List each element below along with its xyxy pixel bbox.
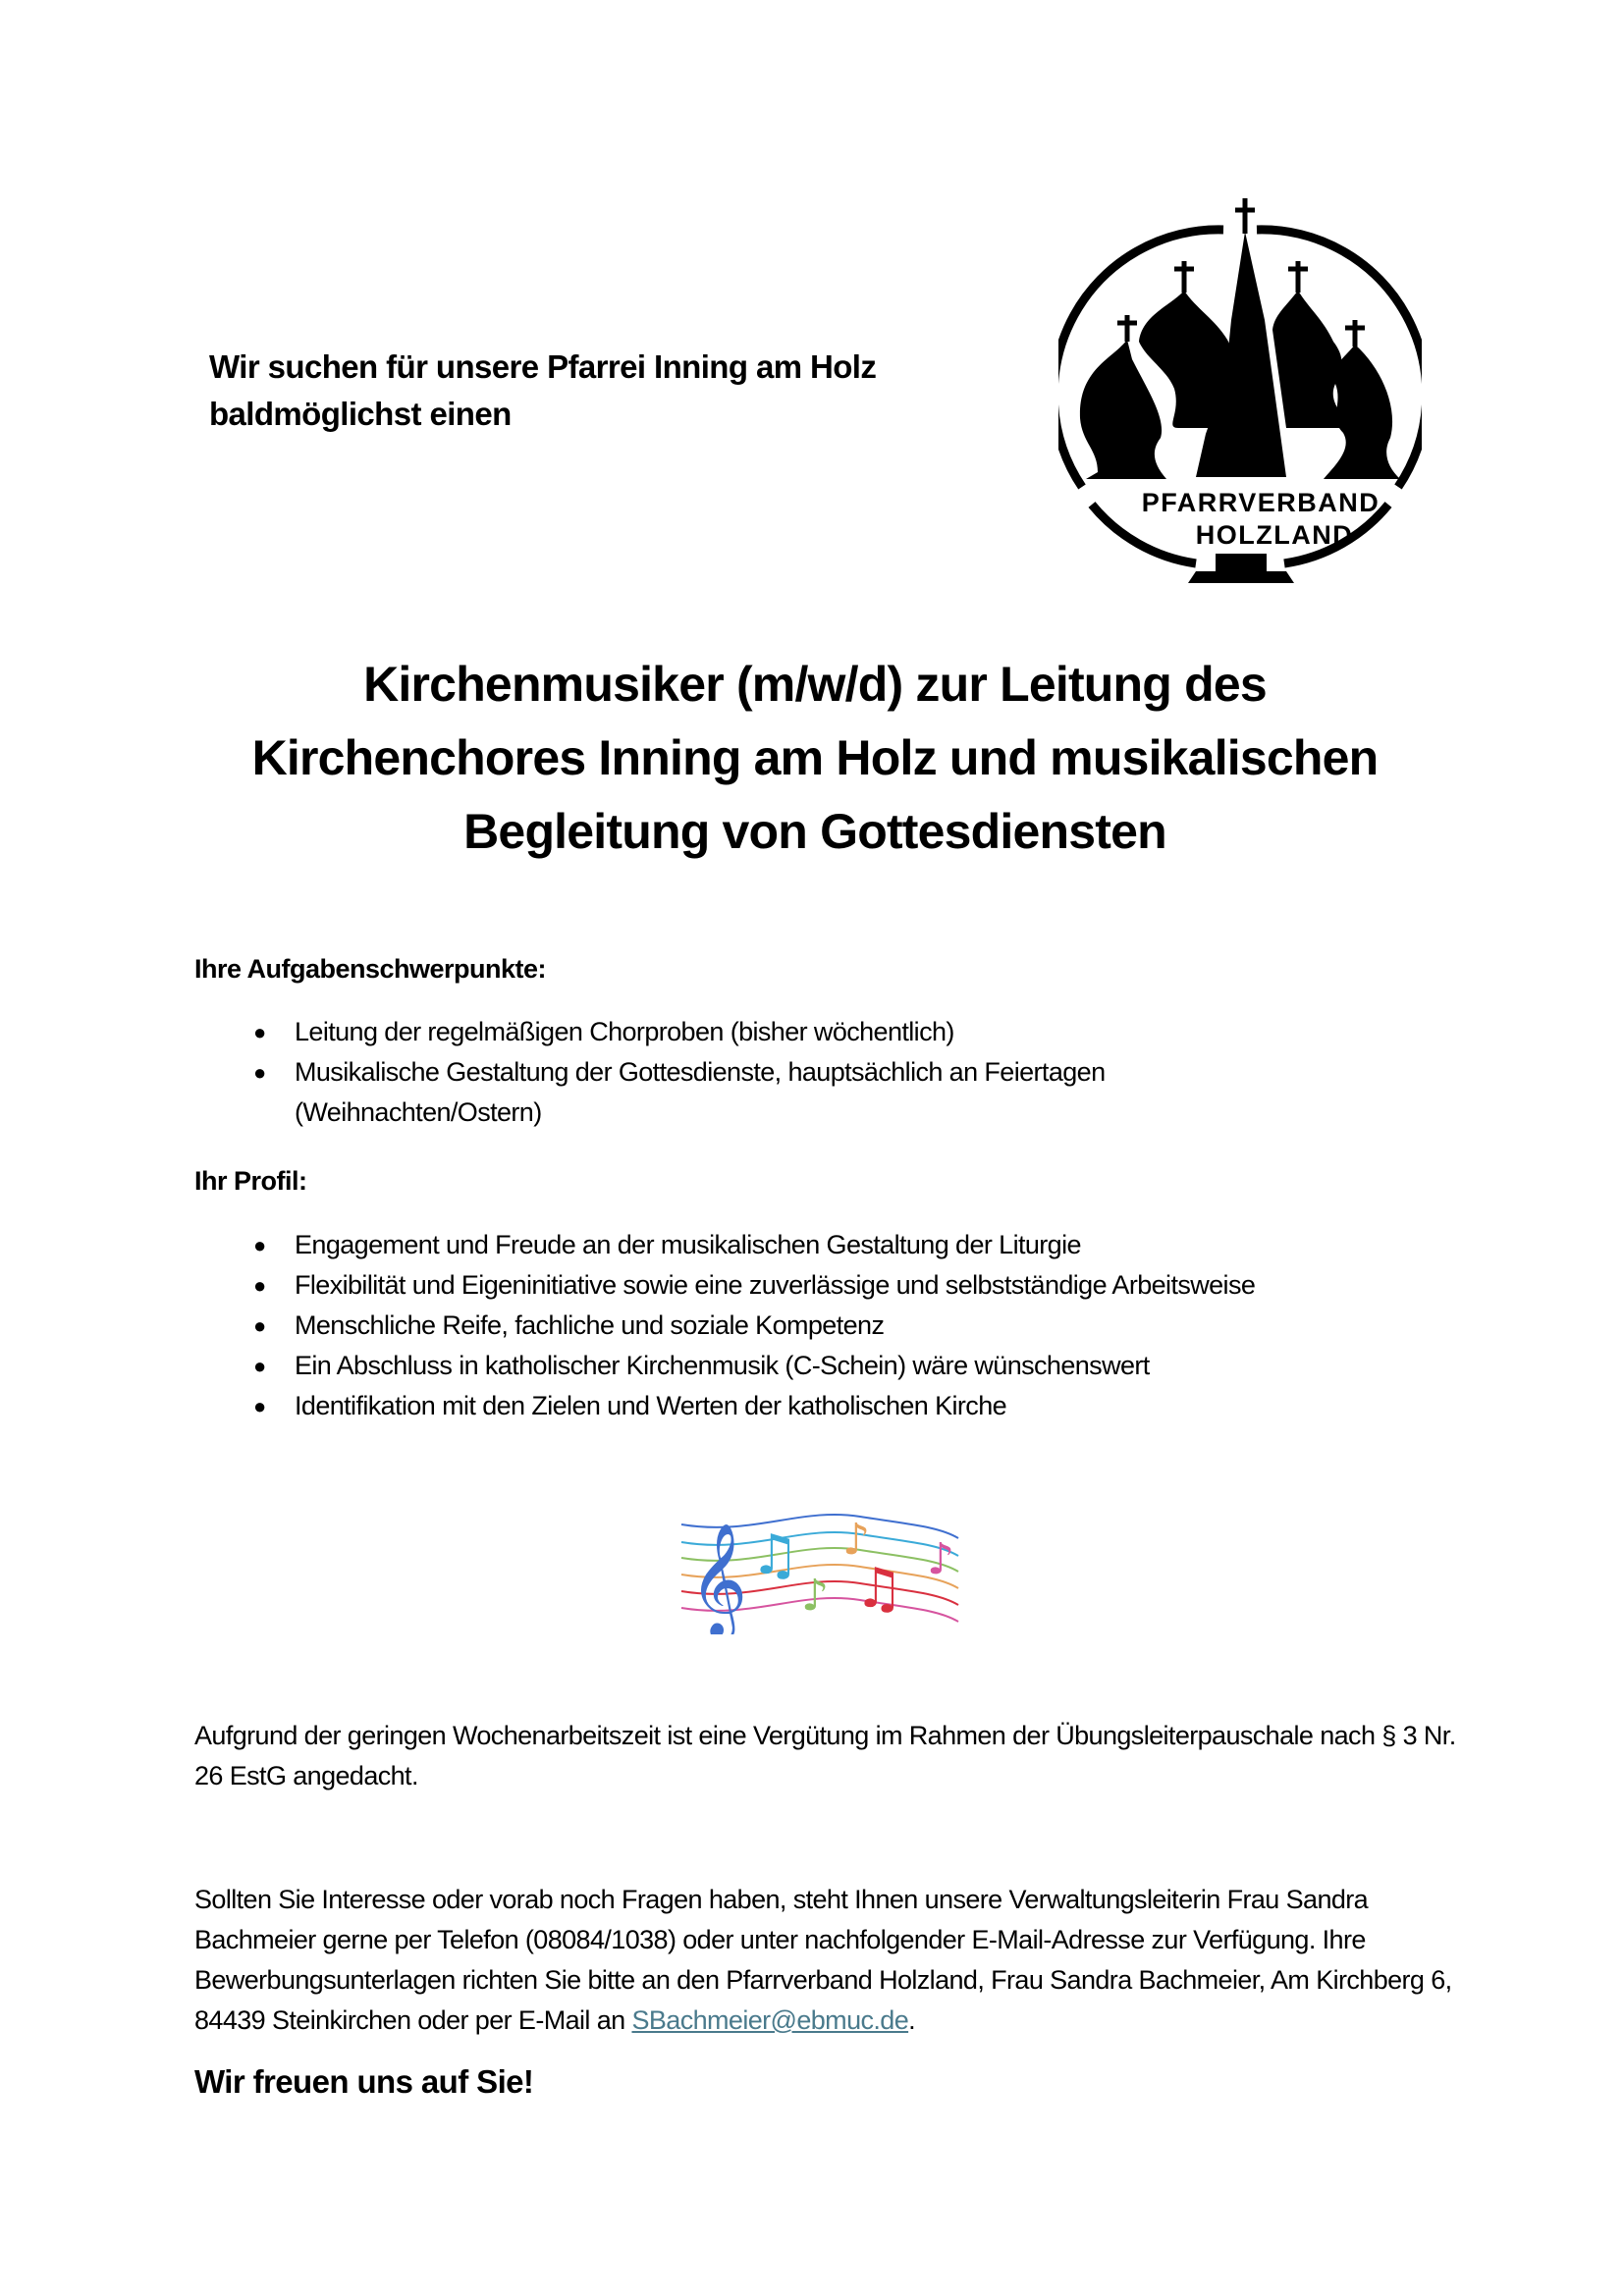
bullet-icon: ● xyxy=(253,1313,266,1338)
list-item: ● Flexibilität und Eigeninitiative sowie eine zuverlässige und selbstständige Arbeitsweise xyxy=(194,1265,1471,1306)
pfarrverband-logo xyxy=(1058,192,1422,585)
svg-text:𝄞: 𝄞 xyxy=(689,1522,748,1634)
intro-line-1: Wir suchen für unsere Pfarrei Inning am Holz xyxy=(209,348,877,385)
tasks-list xyxy=(194,1012,1274,1133)
bullet-icon: ● xyxy=(253,1394,266,1418)
profile-heading: Ihr Profil: xyxy=(194,1166,307,1196)
list-item: ● Leitung der regelmäßigen Chorproben (bisher wöchentlich) xyxy=(194,1012,1274,1052)
bullet-icon: ● xyxy=(253,1354,266,1378)
list-item: ● Identifikation mit den Zielen und Werten der katholischen Kirche xyxy=(194,1386,1471,1426)
contact-paragraph: Sollten Sie Interesse oder vorab noch Fragen haben, steht Ihnen unsere Verwaltungsleiterin Frau Sandra Bachmeier gerne per Telefon (08084/1038) oder unter nachfolgender E-Mail-Adresse zur Verfügung. Ihre Bewerbungsunterlagen richten Sie bitte an den Pfarrverband Holzland, Frau Sandra Bachmeier, Am Kirchberg 6, 84439 Steinkirchen oder per E-Mail an SBachmeier@ebmuc.de. xyxy=(194,1885,1452,2035)
svg-text:♪: ♪ xyxy=(801,1571,830,1621)
bullet-icon: ● xyxy=(253,1273,266,1298)
bullet-icon: ● xyxy=(253,1060,266,1085)
colorful-music-notes-icon xyxy=(664,1497,978,1634)
compensation-paragraph: Aufgrund der geringen Wochenarbeitszeit ist eine Vergütung im Rahmen der Übungsleiterpauschale nach § 3 Nr. 26 EstG angedacht. xyxy=(194,1721,1456,1790)
intro-line-2: baldmöglichst einen xyxy=(209,396,512,432)
job-title-line-1: Kirchenmusiker (m/w/d) zur Leitung des xyxy=(363,657,1267,712)
svg-text:♫: ♫ xyxy=(854,1557,904,1621)
bullet-icon: ● xyxy=(253,1020,266,1044)
music-notes-image xyxy=(664,1497,978,1634)
svg-text:♪: ♪ xyxy=(842,1515,871,1565)
svg-text:♫: ♫ xyxy=(750,1523,800,1587)
svg-text:PFARRVERBAND: PFARRVERBAND xyxy=(1141,488,1380,517)
svg-text:HOLZLAND: HOLZLAND xyxy=(1195,520,1354,550)
bullet-icon: ● xyxy=(253,1233,266,1257)
list-item: ● Menschliche Reife, fachliche und soziale Kompetenz xyxy=(194,1306,1471,1346)
list-item: ● Engagement und Freude an der musikalischen Gestaltung der Liturgie xyxy=(194,1225,1471,1265)
tasks-heading: Ihre Aufgabenschwerpunkte: xyxy=(194,954,547,984)
list-item: ● Ein Abschluss in katholischer Kirchenmusik (C-Schein) wäre wünschenswert xyxy=(194,1346,1471,1386)
job-title-line-3: Begleitung von Gottesdiensten xyxy=(463,804,1166,859)
closing-line: Wir freuen uns auf Sie! xyxy=(194,2063,534,2100)
church-onion-domes-logo-icon xyxy=(1058,192,1422,585)
svg-text:♪: ♪ xyxy=(927,1534,955,1584)
profile-list xyxy=(194,1225,1471,1426)
email-link[interactable]: SBachmeier@ebmuc.de xyxy=(631,2005,909,2035)
job-title-line-2: Kirchenchores Inning am Holz und musikalischen xyxy=(251,730,1379,785)
intro-text xyxy=(209,344,876,438)
job-title xyxy=(177,648,1453,869)
list-item: ● Musikalische Gestaltung der Gottesdienste, hauptsächlich an Feiertagen (Weihnachten/Ostern) xyxy=(194,1052,1274,1133)
